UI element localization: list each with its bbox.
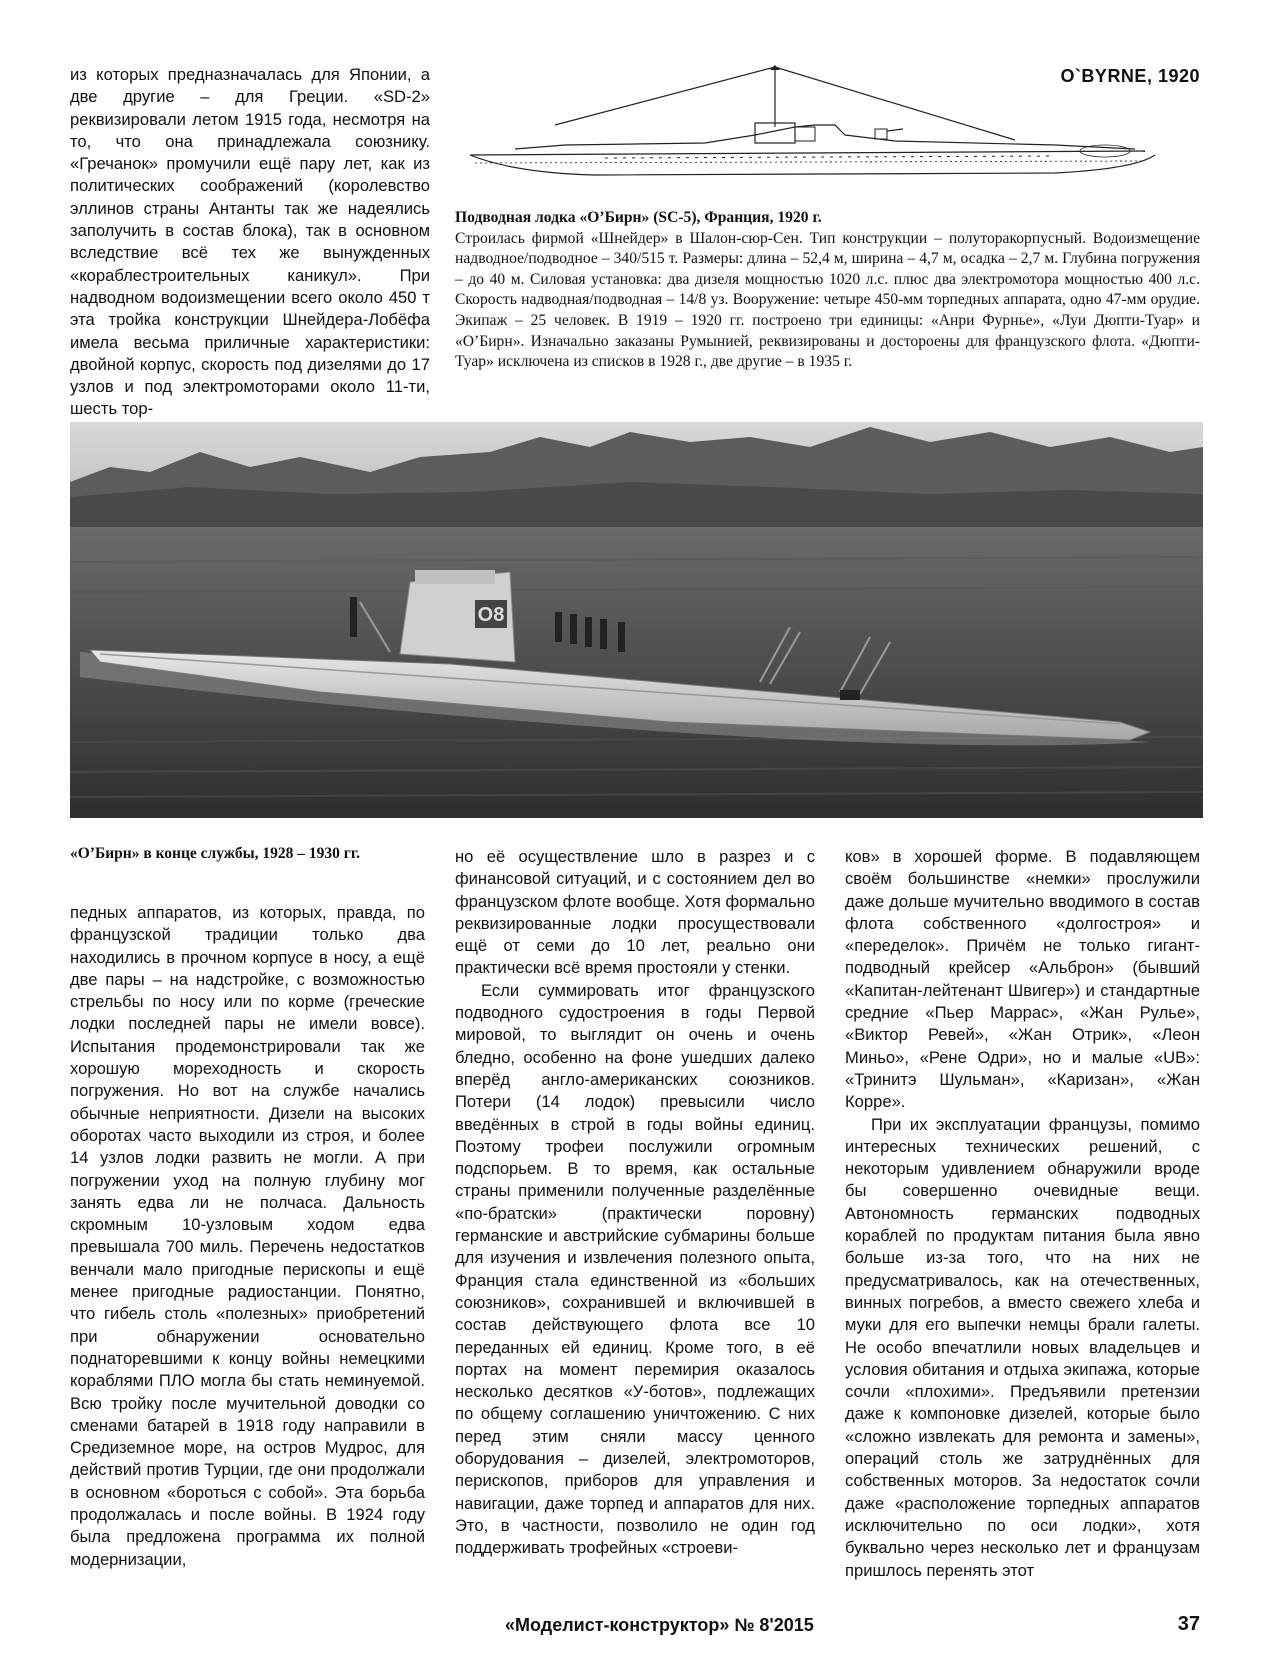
photo-caption: «О’Бирн» в конце службы, 1928 – 1930 гг. xyxy=(70,845,360,862)
paragraph: но её осуществление шло в разрез и с финансовой ситуаций, и с состоянием дел во французском флоте вообще. Хотя формально реквизированные лодки просуществовали ещё от семи до 10 лет, реально они практически всё время простояли у стенки. xyxy=(455,847,815,978)
paragraph: педных аппаратов, из которых, правда, по французской традиции только два находились в прочном корпусе в носу, а ещё две пары – на надстройке, с возможностью стрельбы по носу или по корме (греческие лодки последней пары не имели вовсе). Испытания продемонстрировали так же хорошую мореходность и скорость погружения. Но вот на службе начались обычные неприятности. Дизели на высоких оборотах часто выходили из строя, и более 14 узлов лодки развить не могли. А при погружении уход на полную глубину мог занять едва ли не полчаса. Дальность скромным 10-узловым ходом едва превышала 700 миль. Перечень недостатков венчали мало пригодные перископы и ещё менее пригодные радиостанции. Понятно, что гибель столь «полезных» приобретений при обнаружении основательно поднаторевшими к концу войны немецкими кораблями ПЛО могла бы стать неминуемой. Всю тройку после мучительной доводки со сменами батарей в 1918 году направили в Средиземное море, на остров Мудрос, для действий против Турции, где они продолжали в основном «бороться с собой». Эта борьба продолжалась и после войны. В 1924 году была предложена программа их полной модернизации, xyxy=(70,903,425,1569)
caption-body: Строилась фирмой «Шнейдер» в Шалон-сюр-Сен. Тип конструкции – полуторакорпусный. Водоизмещение надводное/подводное – 340/515 т. Размеры: длина – 52,4 м, ширина – 4,7 м, осадка – 2,7 м. Глубина погружения – до 40 м. Силовая установка: два дизеля мощностью 1020 л.с. плюс два электромотора мощностью 400 л.с. Скорость надводная/подводная – 14/8 уз. Вооружение: четыре 450-мм торпедных аппарата, одно 47-мм орудие. Экипаж – 25 человек. В 1919 – 1920 гг. построено три единицы: «Анри Фурнье», «Луи Дюпти-Туар» и «О’Бирн». Изначально заказаны Румынией, реквизированы и достороены для французского флота. «Дюпти-Туар» исключена из списков в 1928 г., две другие – в 1935 г. xyxy=(455,229,1200,371)
paragraph: При их эксплуатации французы, помимо интересных технических решений, с некоторым удивлением обнаружили вроде бы совершенно очевидные вещи. Автономность германских подводных кораблей по продуктам питания была явно больше из-за того, что на них не предусматривалось, как на отечественных, винных погребов, а вместо свежего хлеба и муки для его выпечки немцы брали галеты. Не особо впечатлили новых владельцев и условия обитания и отдыха экипажа, которые сочли «плохими». Предъявили претензии даже к компоновке дизелей, которые было «сложно извлекать для ремонта и замены», операций столь же затруднённых для собственных моторов. За недостаток сочли даже «расположение торпедных аппаратов исключительно по оси лодки», хотя буквально через несколько лет и французам пришлось перенять этот xyxy=(845,1114,1200,1580)
paragraph: Если суммировать итог французского подводного судостроения в годы Первой мировой, то выглядит он очень и очень бледно, особенно на фоне ушедших далеко вперёд англо-американских союзников. Потери (14 лодок) превысили число введённых в строй в годы войны единиц. Поэтому трофеи послужили огромным подспорьем. В то время, как остальные страны применили полученные разделённые «по-братски» (практически поровну) германские и австрийские субмарины больше для изучения и извлечения полезного опыта, Франция стала единственной из «больших союзников», сохранившей и включившей в состав действующего флота все 10 переданных ей единиц. Кроме того, в её портах на момент перемирия оказалось несколько десятков «У-ботов», подлежащих по общему соглашению уничтожению. С них перед этим сняли массу ценного оборудования – дизелей, электромоторов, перископов, приборов для управления и навигации, даже торпед и аппаратов для них. Это, в частности, позволило не один год поддерживать трофейных «строеви- xyxy=(455,980,815,1558)
page-number: 37 xyxy=(1177,1613,1200,1635)
hull-number: O8 xyxy=(477,604,505,626)
magazine-footer: «Моделист-конструктор» № 8'2015 xyxy=(505,1615,814,1635)
text-column-1 xyxy=(70,902,425,1571)
drawing-caption xyxy=(455,208,1200,373)
submarine-photo xyxy=(70,422,1203,818)
text-column-3 xyxy=(845,846,1200,1582)
drawing-title: O`BYRNE, 1920 xyxy=(1060,66,1200,86)
paragraph: ков» в хорошей форме. В подавляющем своём большинстве «немки» прослужили даже дольше мучительно вводимого в состав флота собственного «долгостроя» и «переделок». Причём не только гигант-подводный крейсер «Альброн» (бывший «Капитан-лейтенант Швигер») и стандартные средние «Пьер Маррас», «Жан Рулье», «Виктор Ревей», «Жан Отрик», «Леон Миньо», «Рене Одри», но и малые «UB»: «Тринитэ Шульман», «Каризан», «Жан Корре». xyxy=(845,847,1200,1112)
top-left-text-column xyxy=(70,64,430,421)
paragraph: из которых предназначалась для Японии, а две другие – для Греции. «SD-2» реквизировали летом 1915 года, несмотря на то, что она принадлежала союзнику. «Гречанок» промучили ещё пару лет, как из политических соображений (королевство эллинов страны Антанты так же надеялись заполучить в состав блока), так в основном вследствие всё тех же вынужденных «кораблестроительных каникул». При надводном водоизмещении всего около 450 т эта тройка конструкции Шнейдера-Лобёфа имела весьма приличные характеристики: двойной корпус, скорость под дизелями до 17 узлов и под электромоторами около 11-ти, шесть тор- xyxy=(70,65,430,419)
text-column-2 xyxy=(455,846,815,1560)
caption-title: Подводная лодка «О’Бирн» (SC-5), Франция, 1920 г. xyxy=(455,209,822,226)
submarine-side-view-drawing xyxy=(455,65,1200,200)
